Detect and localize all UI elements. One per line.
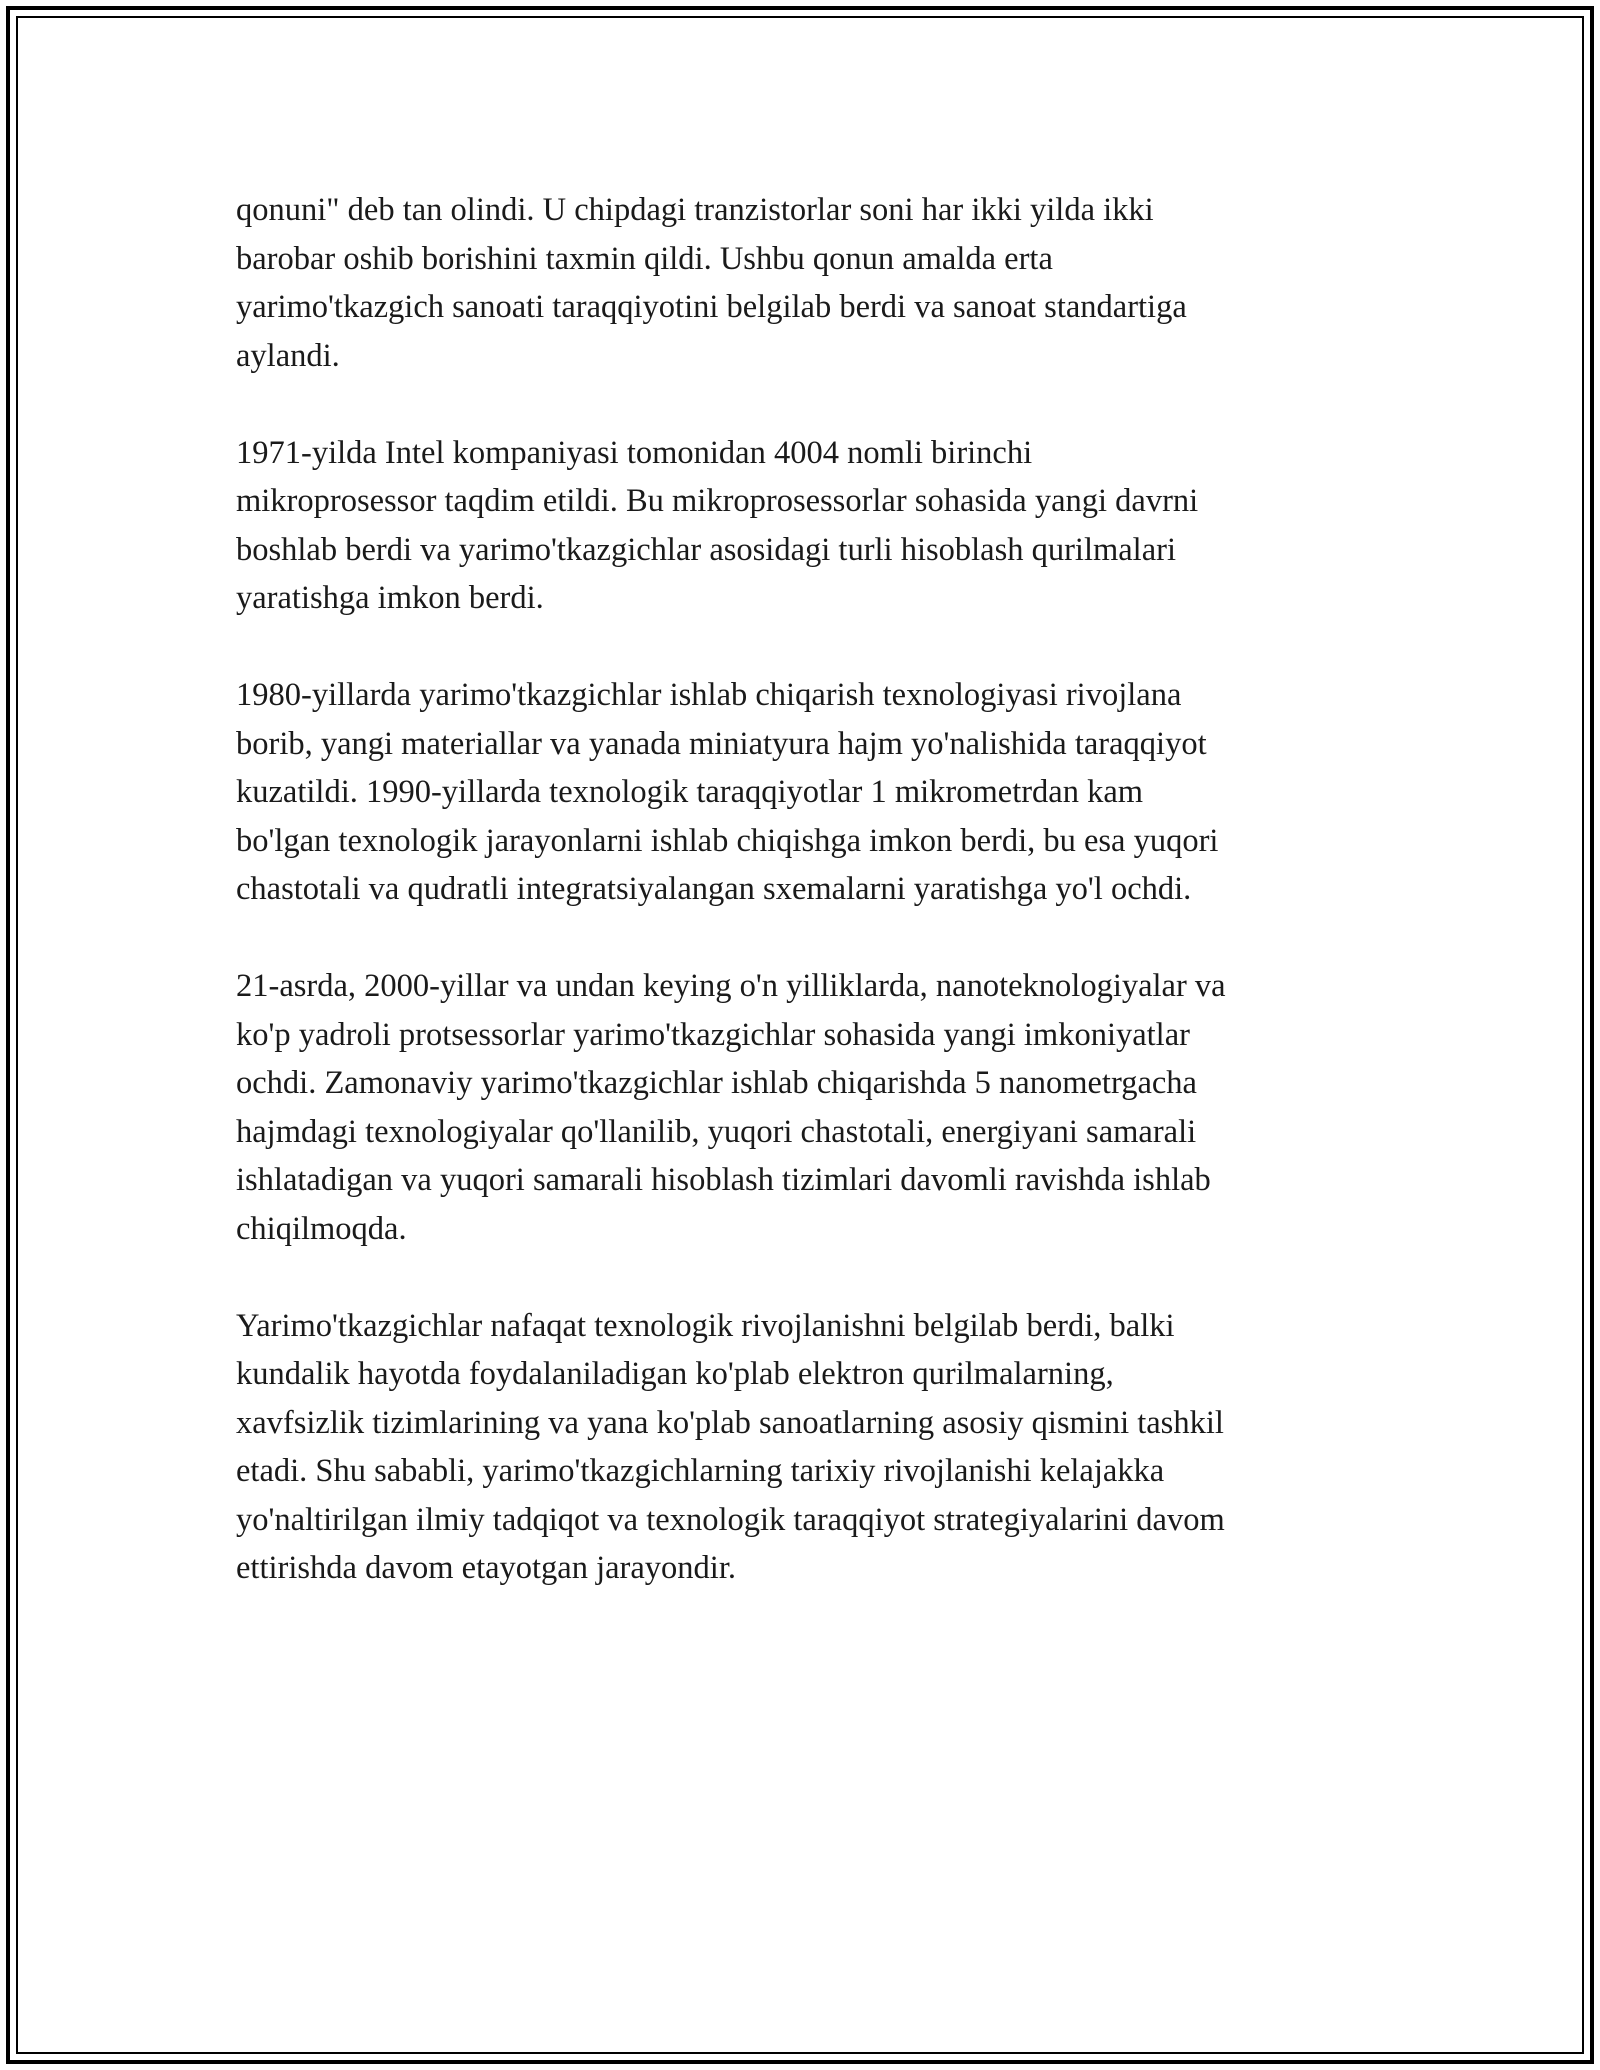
paragraph xyxy=(236,186,1364,380)
text-line: 1980-yillarda yarimo'tkazgichlar ishlab chiqarish texnologiyasi rivojlana xyxy=(236,677,1182,713)
text-line: qonuni" deb tan olindi. U chipdagi tranzistorlar soni har ikki yilda ikki xyxy=(236,192,1154,228)
text-line: chiqilmoqda. xyxy=(236,1210,407,1247)
text-line: ishlatadigan va yuqori samarali hisoblash tizimlari davomli ravishda ishlab xyxy=(236,1162,1211,1198)
text-line: yo'naltirilgan ilmiy tadqiqot va texnologik taraqqiyot strategiyalarini davom xyxy=(236,1501,1225,1538)
document-body xyxy=(236,186,1364,1641)
paragraph xyxy=(236,1302,1364,1593)
text-line: kundalik hayotda foydalaniladigan ko'plab elektron qurilmalarning, xyxy=(236,1356,1114,1392)
text-line: kuzatildi. 1990-yillarda texnologik taraqqiyotlar 1 mikrometrdan kam xyxy=(236,774,1144,810)
text-line: hajmdagi texnologiyalar qo'llanilib, yuqori chastotali, energiyani samarali xyxy=(236,1113,1197,1150)
text-line: ochdi. Zamonaviy yarimo'tkazgichlar ishlab chiqarishda 5 nanometrgacha xyxy=(236,1065,1197,1101)
text-line: borib, yangi materiallar va yanada miniatyura hajm yo'nalishida taraqqiyot xyxy=(236,725,1207,762)
text-line: xavfsizlik tizimlarining va yana ko'plab sanoatlarning asosiy qismini tashkil xyxy=(236,1404,1224,1441)
text-line: boshlab berdi va yarimo'tkazgichlar asosidagi turli hisoblash qurilmalari xyxy=(236,531,1176,568)
text-line: aylandi. xyxy=(236,337,340,374)
text-line: bo'lgan texnologik jarayonlarni ishlab chiqishga imkon berdi, bu esa yuqori xyxy=(236,822,1219,859)
text-line: mikroprosessor taqdim etildi. Bu mikroprosessorlar sohasida yangi davrni xyxy=(236,483,1199,519)
text-line: etadi. Shu sababli, yarimo'tkazgichlarning tarixiy rivojlanishi kelajakka xyxy=(236,1453,1165,1489)
text-line: yarimo'tkazgich sanoati taraqqiyotini belgilab berdi va sanoat standartiga xyxy=(236,289,1187,325)
text-line: Yarimo'tkazgichlar nafaqat texnologik rivojlanishni belgilab berdi, balki xyxy=(236,1307,1175,1344)
text-line: chastotali va qudratli integratsiyalangan sxemalarni yaratishga yo'l ochdi. xyxy=(236,871,1192,907)
text-line: 21-asrda, 2000-yillar va undan keying o'n yilliklarda, nanoteknologiyalar va xyxy=(236,968,1226,1004)
text-line: 1971-yilda Intel kompaniyasi tomonidan 4004 nomli birinchi xyxy=(236,434,1033,471)
paragraph xyxy=(236,962,1364,1253)
paragraph xyxy=(236,671,1364,914)
text-line: ko'p yadroli protsessorlar yarimo'tkazgichlar sohasida yangi imkoniyatlar xyxy=(236,1016,1190,1053)
text-line: barobar oshib borishini taxmin qildi. Ushbu qonun amalda erta xyxy=(236,240,1053,277)
text-line: ettirishda davom etayotgan jarayondir. xyxy=(236,1550,736,1586)
paragraph xyxy=(236,429,1364,623)
text-line: yaratishga imkon berdi. xyxy=(236,580,544,616)
